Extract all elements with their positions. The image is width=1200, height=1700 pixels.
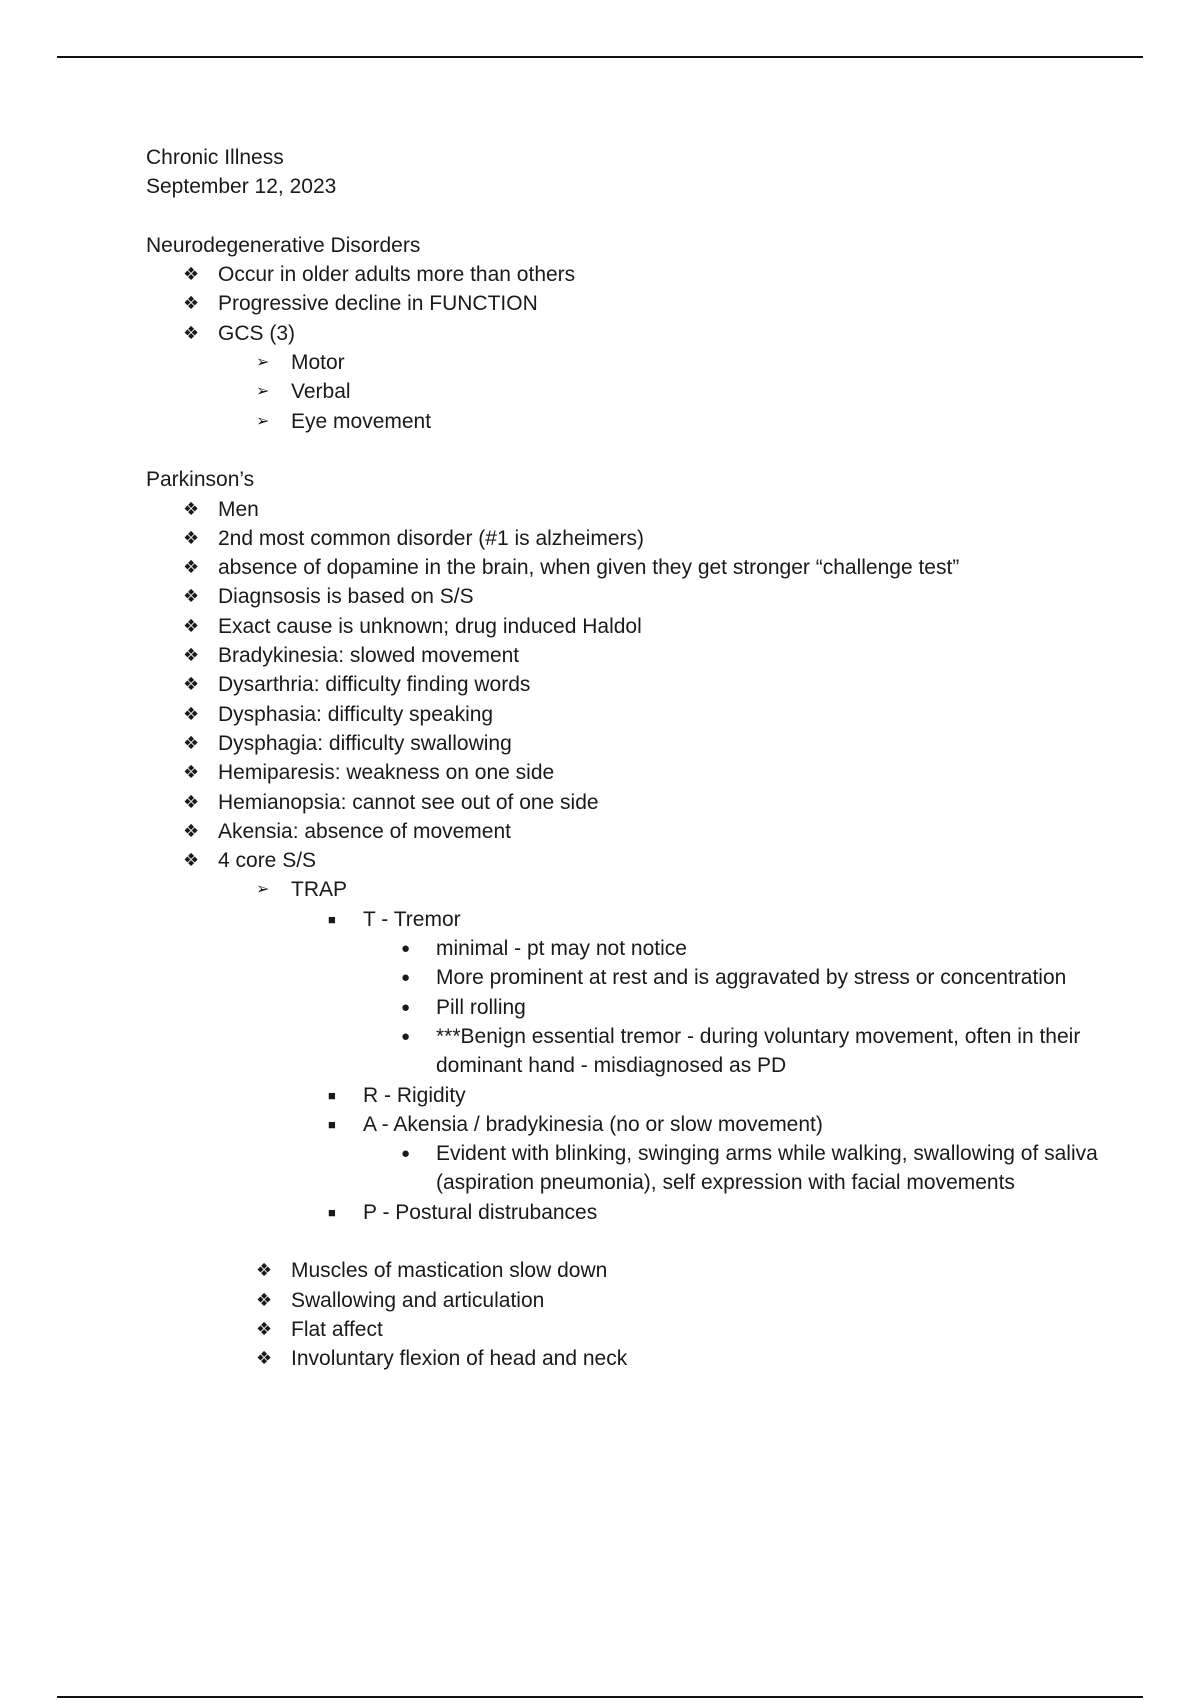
square-bullet-icon: ■ bbox=[328, 911, 336, 927]
arrow-bullet-icon: ➢ bbox=[256, 383, 270, 401]
top-rule bbox=[57, 56, 1143, 58]
list-item: ❖ Involuntary flexion of head and neck bbox=[146, 1344, 1106, 1373]
list-item: ❖ Dysphasia: difficulty speaking bbox=[146, 700, 1106, 729]
dot-bullet-icon: ● bbox=[401, 1027, 411, 1045]
list-item: ❖ Diagnsosis is based on S/S bbox=[146, 582, 1106, 611]
list-item: ■ P - Postural distrubances bbox=[146, 1198, 1106, 1227]
list-item: ❖ Exact cause is unknown; drug induced Haldol bbox=[146, 612, 1106, 641]
diamond-bullet-icon: ❖ bbox=[183, 586, 200, 607]
list-item: ➢ Eye movement bbox=[146, 407, 1106, 436]
diamond-bullet-icon: ❖ bbox=[183, 645, 200, 666]
list-item: ❖ Flat affect bbox=[146, 1315, 1106, 1344]
diamond-bullet-icon: ❖ bbox=[183, 762, 200, 783]
list-item: ➢ TRAP bbox=[146, 875, 1106, 904]
arrow-bullet-icon: ➢ bbox=[256, 881, 270, 899]
list-item: ❖ absence of dopamine in the brain, when given they get stronger “challenge test” bbox=[146, 553, 1106, 582]
list-item: ❖ Bradykinesia: slowed movement bbox=[146, 641, 1106, 670]
parkinsons-list bbox=[146, 495, 1106, 1227]
dot-bullet-icon: ● bbox=[401, 998, 411, 1016]
list-item: ➢ Motor bbox=[146, 348, 1106, 377]
diamond-bullet-icon: ❖ bbox=[183, 791, 200, 812]
diamond-bullet-icon: ❖ bbox=[183, 557, 200, 578]
list-item: ❖ GCS (3) bbox=[146, 319, 1106, 348]
neuro-list bbox=[146, 260, 1106, 436]
diamond-bullet-icon: ❖ bbox=[183, 703, 200, 724]
diamond-bullet-icon: ❖ bbox=[256, 1289, 273, 1310]
list-item: ● Evident with blinking, swinging arms while walking, swallowing of saliva (aspiration pneumonia), self expression with facial movements bbox=[146, 1139, 1106, 1198]
square-bullet-icon: ■ bbox=[328, 1204, 336, 1220]
dot-bullet-icon: ● bbox=[401, 1145, 411, 1163]
diamond-bullet-icon: ❖ bbox=[256, 1318, 273, 1339]
list-item: ❖ Dysphagia: difficulty swallowing bbox=[146, 729, 1106, 758]
list-item: ❖ Dysarthria: difficulty finding words bbox=[146, 670, 1106, 699]
doc-title: Chronic Illness bbox=[146, 146, 284, 169]
list-item: ● ***Benign essential tremor - during voluntary movement, often in their dominant hand - misdiagnosed as PD bbox=[146, 1022, 1106, 1081]
section-heading-parkinsons: Parkinson’s bbox=[146, 468, 255, 492]
square-bullet-icon: ■ bbox=[328, 1116, 336, 1132]
list-item: ● More prominent at rest and is aggravated by stress or concentration bbox=[146, 963, 1106, 992]
list-item: ❖ Occur in older adults more than others bbox=[146, 260, 1106, 289]
list-item: ■ R - Rigidity bbox=[146, 1081, 1106, 1110]
diamond-bullet-icon: ❖ bbox=[183, 322, 200, 343]
document-body bbox=[146, 143, 1106, 1373]
arrow-bullet-icon: ➢ bbox=[256, 412, 270, 430]
list-item: ❖ Muscles of mastication slow down bbox=[146, 1256, 1106, 1285]
list-item: ■ A - Akensia / bradykinesia (no or slow movement) bbox=[146, 1110, 1106, 1139]
list-item: ❖ Men bbox=[146, 495, 1106, 524]
bottom-rule bbox=[57, 1696, 1143, 1698]
diamond-bullet-icon: ❖ bbox=[183, 732, 200, 753]
list-item: ❖ 2nd most common disorder (#1 is alzheimers) bbox=[146, 524, 1106, 553]
diamond-bullet-icon: ❖ bbox=[183, 527, 200, 548]
list-item: ■ T - Tremor bbox=[146, 905, 1106, 934]
doc-date: September 12, 2023 bbox=[146, 175, 337, 199]
list-item: ● minimal - pt may not notice bbox=[146, 934, 1106, 963]
list-item: ❖ Akensia: absence of movement bbox=[146, 817, 1106, 846]
diamond-bullet-icon: ❖ bbox=[183, 615, 200, 636]
section-heading-neurodegenerative: Neurodegenerative Disorders bbox=[146, 233, 421, 257]
list-item: ❖ Swallowing and articulation bbox=[146, 1286, 1106, 1315]
list-item: ➢ Verbal bbox=[146, 377, 1106, 406]
parkinsons-extra-list bbox=[146, 1256, 1106, 1373]
diamond-bullet-icon: ❖ bbox=[183, 820, 200, 841]
arrow-bullet-icon: ➢ bbox=[256, 354, 270, 372]
diamond-bullet-icon: ❖ bbox=[183, 293, 200, 314]
diamond-bullet-icon: ❖ bbox=[256, 1260, 273, 1281]
diamond-bullet-icon: ❖ bbox=[256, 1348, 273, 1369]
list-item: ● Pill rolling bbox=[146, 993, 1106, 1022]
diamond-bullet-icon: ❖ bbox=[183, 850, 200, 871]
diamond-bullet-icon: ❖ bbox=[183, 264, 200, 285]
dot-bullet-icon: ● bbox=[401, 940, 411, 958]
list-item: ❖ Hemianopsia: cannot see out of one side bbox=[146, 788, 1106, 817]
list-item: ❖ Hemiparesis: weakness on one side bbox=[146, 758, 1106, 787]
dot-bullet-icon: ● bbox=[401, 969, 411, 987]
list-item: ❖ Progressive decline in FUNCTION bbox=[146, 289, 1106, 318]
list-item: ❖ 4 core S/S bbox=[146, 846, 1106, 875]
diamond-bullet-icon: ❖ bbox=[183, 674, 200, 695]
square-bullet-icon: ■ bbox=[328, 1087, 336, 1103]
diamond-bullet-icon: ❖ bbox=[183, 498, 200, 519]
